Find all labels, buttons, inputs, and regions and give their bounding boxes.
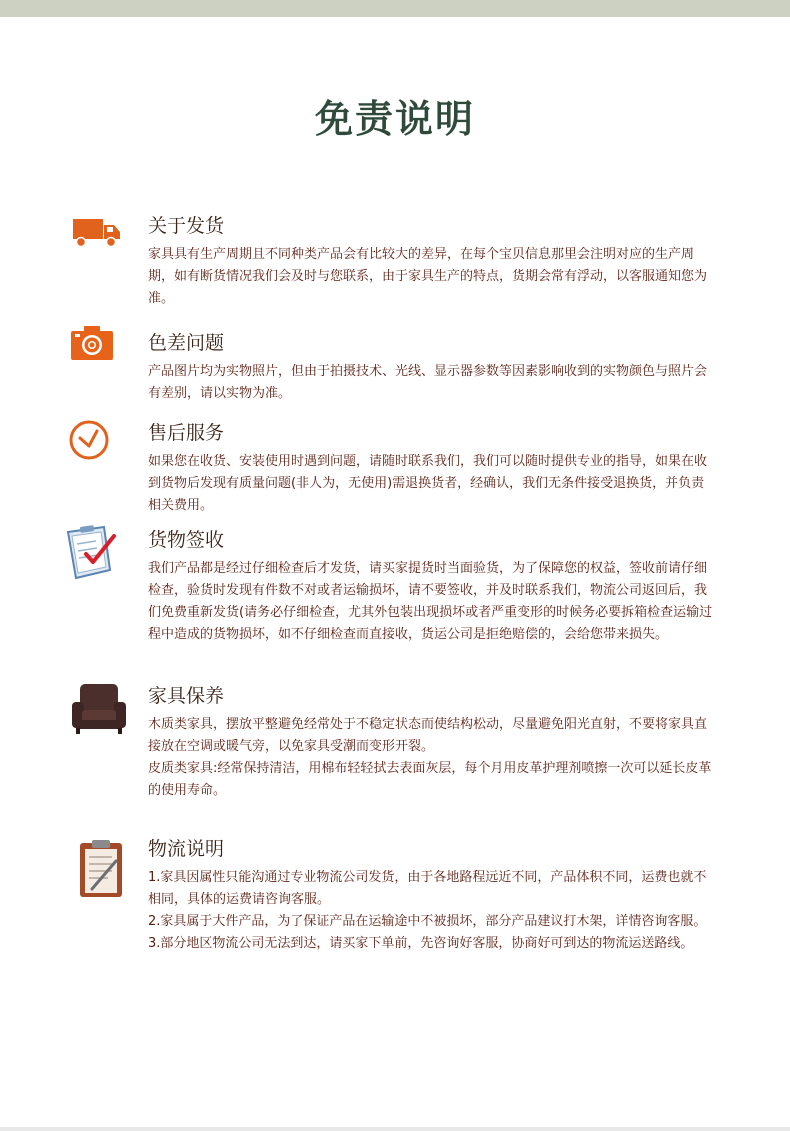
section-body (148, 244, 714, 310)
section-paragraph: 家具具有生产周期且不同种类产品会有比较大的差异，在每个宝贝信息那里会注明对应的生产周期，如有断货情况我们会及时与您联系，由于家具生产的特点，货期会常有浮动，以客服通知您为准。 (148, 247, 708, 306)
armchair-icon (70, 682, 128, 740)
truck-icon (72, 218, 122, 252)
clipboard-icon (78, 839, 126, 903)
section-paragraph: 产品图片均为实物照片，但由于拍摄技术、光线、显示器参数等因素影响收到的实物颜色与照片会有差别，请以实物为准。 (148, 364, 708, 401)
section-title: 色差问题 (148, 332, 225, 354)
section-paragraph: 我们产品都是经过仔细检查后才发货，请买家提货时当面验货，为了保障您的权益，签收前请仔细检查，验货时发现有件数不对或者运输损坏，请不要签收，并及时联系我们，物流公司返回后，我们免费重新发货(请务必仔细检查，尤其外包装出现损坏或者严重变形的时候务必要拆箱检查运输过程中造成的货物损坏，如不仔细检查而直接收，货运公司是拒绝赔偿的，会给您带来损失。 (148, 561, 713, 642)
top-band (0, 0, 790, 17)
section-body (148, 558, 714, 646)
section-paragraph: 皮质类家具:经常保持清洁，用棉布轻轻拭去表面灰层，每个月用皮革护理剂喷擦一次可以延长皮革的使用寿命。 (148, 761, 712, 798)
section-title: 售后服务 (148, 422, 225, 444)
section-body (148, 361, 714, 405)
section-body (148, 451, 714, 517)
section-paragraph: 木质类家具，摆放平整避免经常处于不稳定状态而使结构松动，尽量避免阳光直射，不要将家具直接放在空调或暖气旁，以免家具受潮而变形开裂。 (148, 717, 708, 754)
clock-icon (68, 419, 110, 465)
section-body (148, 867, 714, 955)
section-paragraph: 如果您在收货、安装使用时遇到问题，请随时联系我们，我们可以随时提供专业的指导，如果在收到货物后发现有质量问题(非人为，无使用)需退换货者，经确认，我们无条件接受退换货，并负责相关费用。 (148, 454, 708, 513)
bottom-divider (0, 1127, 790, 1131)
checklist-icon (64, 524, 122, 586)
section-paragraph: 3.部分地区物流公司无法到达，请买家下单前，先咨询好客服，协商好可到达的物流运送路线。 (148, 936, 694, 951)
camera-icon (70, 325, 114, 365)
section-title: 家具保养 (148, 685, 225, 707)
section-paragraph: 2.家具属于大件产品，为了保证产品在运输途中不被损坏，部分产品建议打木架，详情咨询客服。 (148, 914, 707, 929)
page-title: 免责说明 (314, 97, 475, 141)
section-title: 关于发货 (148, 215, 225, 237)
section-body (148, 714, 714, 802)
section-paragraph: 1.家具因属性只能沟通过专业物流公司发货，由于各地路程远近不同，产品体积不同，运费也就不相同，具体的运费请咨询客服。 (148, 870, 707, 907)
section-title: 货物签收 (148, 529, 225, 551)
section-title: 物流说明 (148, 838, 225, 860)
